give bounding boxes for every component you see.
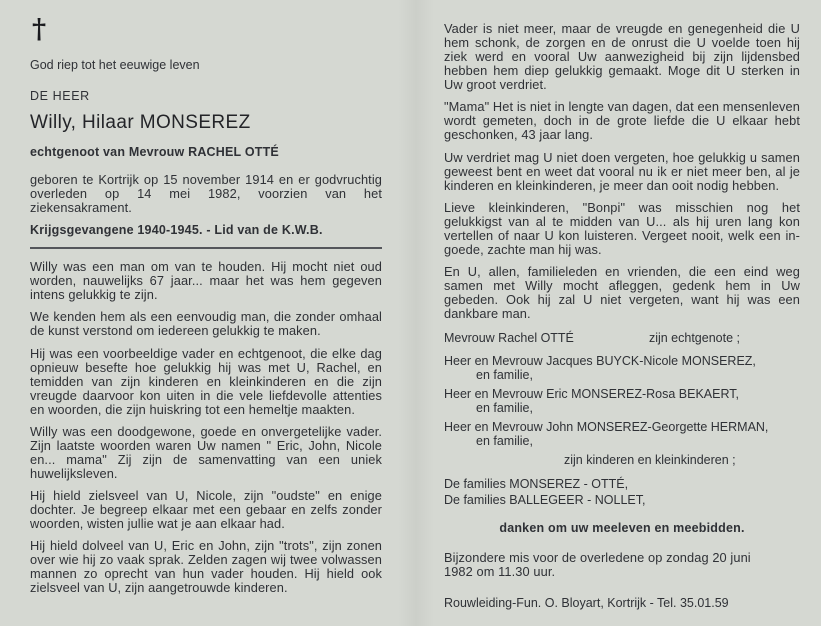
eulogy-paragraph: Willy was een man om van te houden. Hij mocht niet oud worden, nauwelijks 67 jaar... maar het was hem gegeven intens gelukkig te zijn. bbox=[30, 259, 382, 303]
funeral-director-line: Rouwleiding-Fun. O. Bloyart, Kortrijk - Tel. 35.01.59 bbox=[444, 596, 729, 611]
family-entry bbox=[444, 420, 800, 448]
cross-icon: † bbox=[32, 14, 47, 45]
families-line: De families BALLEGEER - NOLLET, bbox=[444, 493, 646, 508]
families-line: De families MONSEREZ - OTTÉ, bbox=[444, 477, 629, 492]
condolence-paragraph: Uw verdriet mag U niet doen vergeten, hoe gelukkig u samen geweest bent en weet dat vooral nu ik er niet meer ben, al je kinderen en kleinkinderen, je meer dan ooit nodig hebben. bbox=[444, 149, 800, 193]
intro-line: God riep tot het eeuwige leven bbox=[30, 58, 200, 72]
deceased-name: Willy, Hilaar MONSEREZ bbox=[30, 112, 251, 133]
family-entry-names: Heer en Mevrouw John MONSEREZ-Georgette HERMAN, bbox=[444, 420, 769, 435]
widow-row bbox=[444, 331, 740, 345]
family-section bbox=[444, 331, 800, 535]
condolence-paragraph: "Mama" Het is niet in lengte van dagen, dat een mensenleven wordt gemeten, doch in de grote liefde die U elkaar hebt geschonken, 43 jaar lang. bbox=[444, 99, 800, 143]
eulogy-paragraph: Hij was een voorbeeldige vader en echtgenoot, die elke dag opnieuw besefte hoe gelukkig hij was met U, Rachel, en temidden van zijn kinderen en kleinkinderen en die zijn vreugde daarvoor kon uiten in die vele liefdevolle attenties en woorden, die zijn huiskring tot een hemeltje maakten. bbox=[30, 345, 382, 417]
condolence-paragraph: Vader is niet meer, maar de vreugde en genegenheid die U hem schonk, de zorgen en de onrust die U voelde toen hij ziek werd en vooral Uw aanwezigheid bij zijn lijdensbed hebben hem diep gelukkig gemaakt. Moge dit U sterken in Uw groot verdriet. bbox=[444, 21, 800, 93]
thanks-line: danken om uw meeleven en meebidden. bbox=[499, 521, 745, 536]
family-entry bbox=[444, 354, 800, 382]
condolence-paragraph: En U, allen, familieleden en vrienden, die een eind weg samen met Willy mocht afleggen, gedenk hem in Uw gebeden. Ook hij zal U niet vergeten, want hij was een dankbare man. bbox=[444, 263, 800, 322]
family-entry bbox=[444, 387, 800, 415]
eulogy-paragraph: We kenden hem als een eenvoudig man, die zonder omhaal de kunst verstond om iedereen gelukkig te maken. bbox=[30, 309, 382, 339]
left-page bbox=[30, 14, 382, 604]
eulogy-paragraph: Hij hield dolveel van U, Eric en John, zijn "trots", zijn zonen over wie hij zo vaak sprak. Zelden zagen wij twee volwassen mannen zo oprecht van hun vader houden. Hij hield ook zielsveel van U, zijn aangetrouwde kinderen. bbox=[30, 538, 382, 596]
family-entry-names: Heer en Mevrouw Eric MONSEREZ-Rosa BEKAERT, bbox=[444, 387, 739, 402]
fold-shadow bbox=[398, 0, 434, 626]
divider bbox=[30, 247, 382, 249]
spouse-line: echtgenoot van Mevrouw RACHEL OTTÉ bbox=[30, 145, 279, 159]
salutation-line: DE HEER bbox=[30, 89, 90, 103]
life-dates-paragraph: geboren te Kortrijk op 15 november 1914 en er godvruchtig overleden op 14 mei 1982, voorzien van het ziekensakrament. bbox=[30, 172, 382, 216]
war-service-line: Krijgsgevangene 1940-1945. - Lid van de K.W.B. bbox=[30, 223, 323, 238]
children-line: zijn kinderen en kleinkinderen ; bbox=[564, 453, 736, 468]
right-page bbox=[444, 22, 800, 610]
condolence-paragraph: Lieve kleinkinderen, "Bonpi" was misschien nog het gelukkigst van al te midden van U... als hij uren lang kon vertellen of naar U kon luisteren. Vergeet nooit, welk een in-goede, zachte man hij was. bbox=[444, 199, 800, 257]
family-entry-suffix: en familie, bbox=[476, 434, 533, 449]
eulogy-paragraph: Willy was een doodgewone, goede en onvergetelijke vader. Zijn laatste woorden waren Uw namen " Eric, John, Nicole en... mama" Zij zijn de samenvatting van een uniek huwelijksleven. bbox=[30, 423, 382, 481]
widow-name: Mevrouw Rachel OTTÉ bbox=[444, 331, 574, 346]
mass-announcement: Bijzondere mis voor de overledene op zondag 20 juni 1982 om 11.30 uur. bbox=[444, 550, 751, 580]
family-entry-names: Heer en Mevrouw Jacques BUYCK-Nicole MONSEREZ, bbox=[444, 354, 756, 369]
family-entry-suffix: en familie, bbox=[476, 368, 533, 383]
eulogy-paragraph: Hij hield zielsveel van U, Nicole, zijn "oudste" en enige dochter. Je begreep elkaar met een gebaar en zelfs zonder woorden, wisten jullie wat je aan elkaar had. bbox=[30, 488, 382, 532]
widow-role: zijn echtgenote ; bbox=[648, 331, 740, 346]
family-entry-suffix: en familie, bbox=[476, 401, 533, 416]
